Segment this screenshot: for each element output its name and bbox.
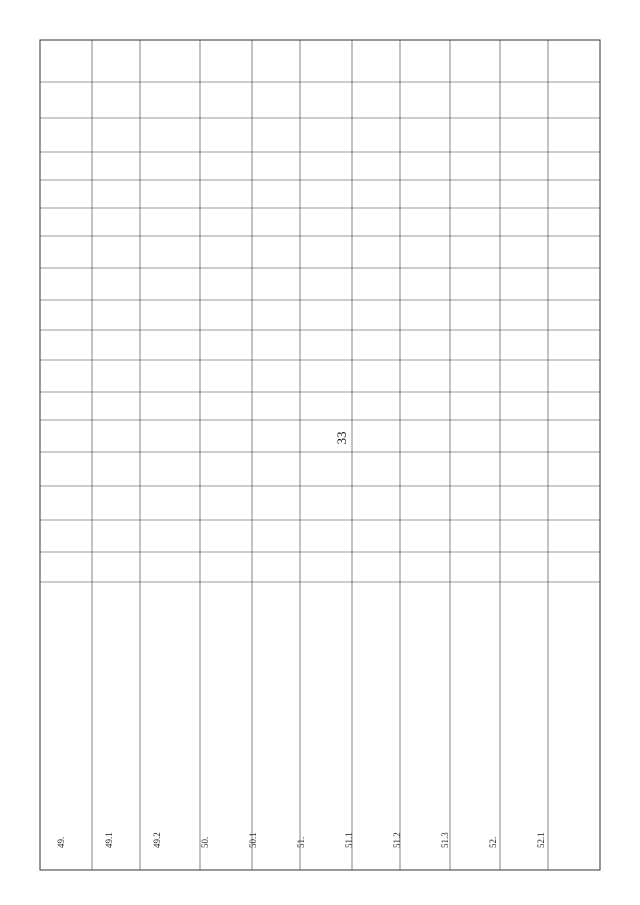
row-number: 51.1 [344,832,354,848]
row-number: 50.1 [248,832,258,848]
row-number: 51.2 [392,832,402,848]
table-border [40,40,600,870]
page-number: 33 [334,431,349,445]
row-number: 51.3 [440,832,450,848]
row-number: 49. [56,836,66,848]
row-number: 52. [488,836,498,848]
table-grid-lines [40,40,600,870]
row-number: 49.2 [152,832,162,848]
row-number: 49.1 [104,832,114,848]
row-number: 52.1 [536,832,546,848]
row-number: 51. [296,836,306,848]
row-number-labels [56,832,546,848]
row-number: 50. [200,836,210,848]
